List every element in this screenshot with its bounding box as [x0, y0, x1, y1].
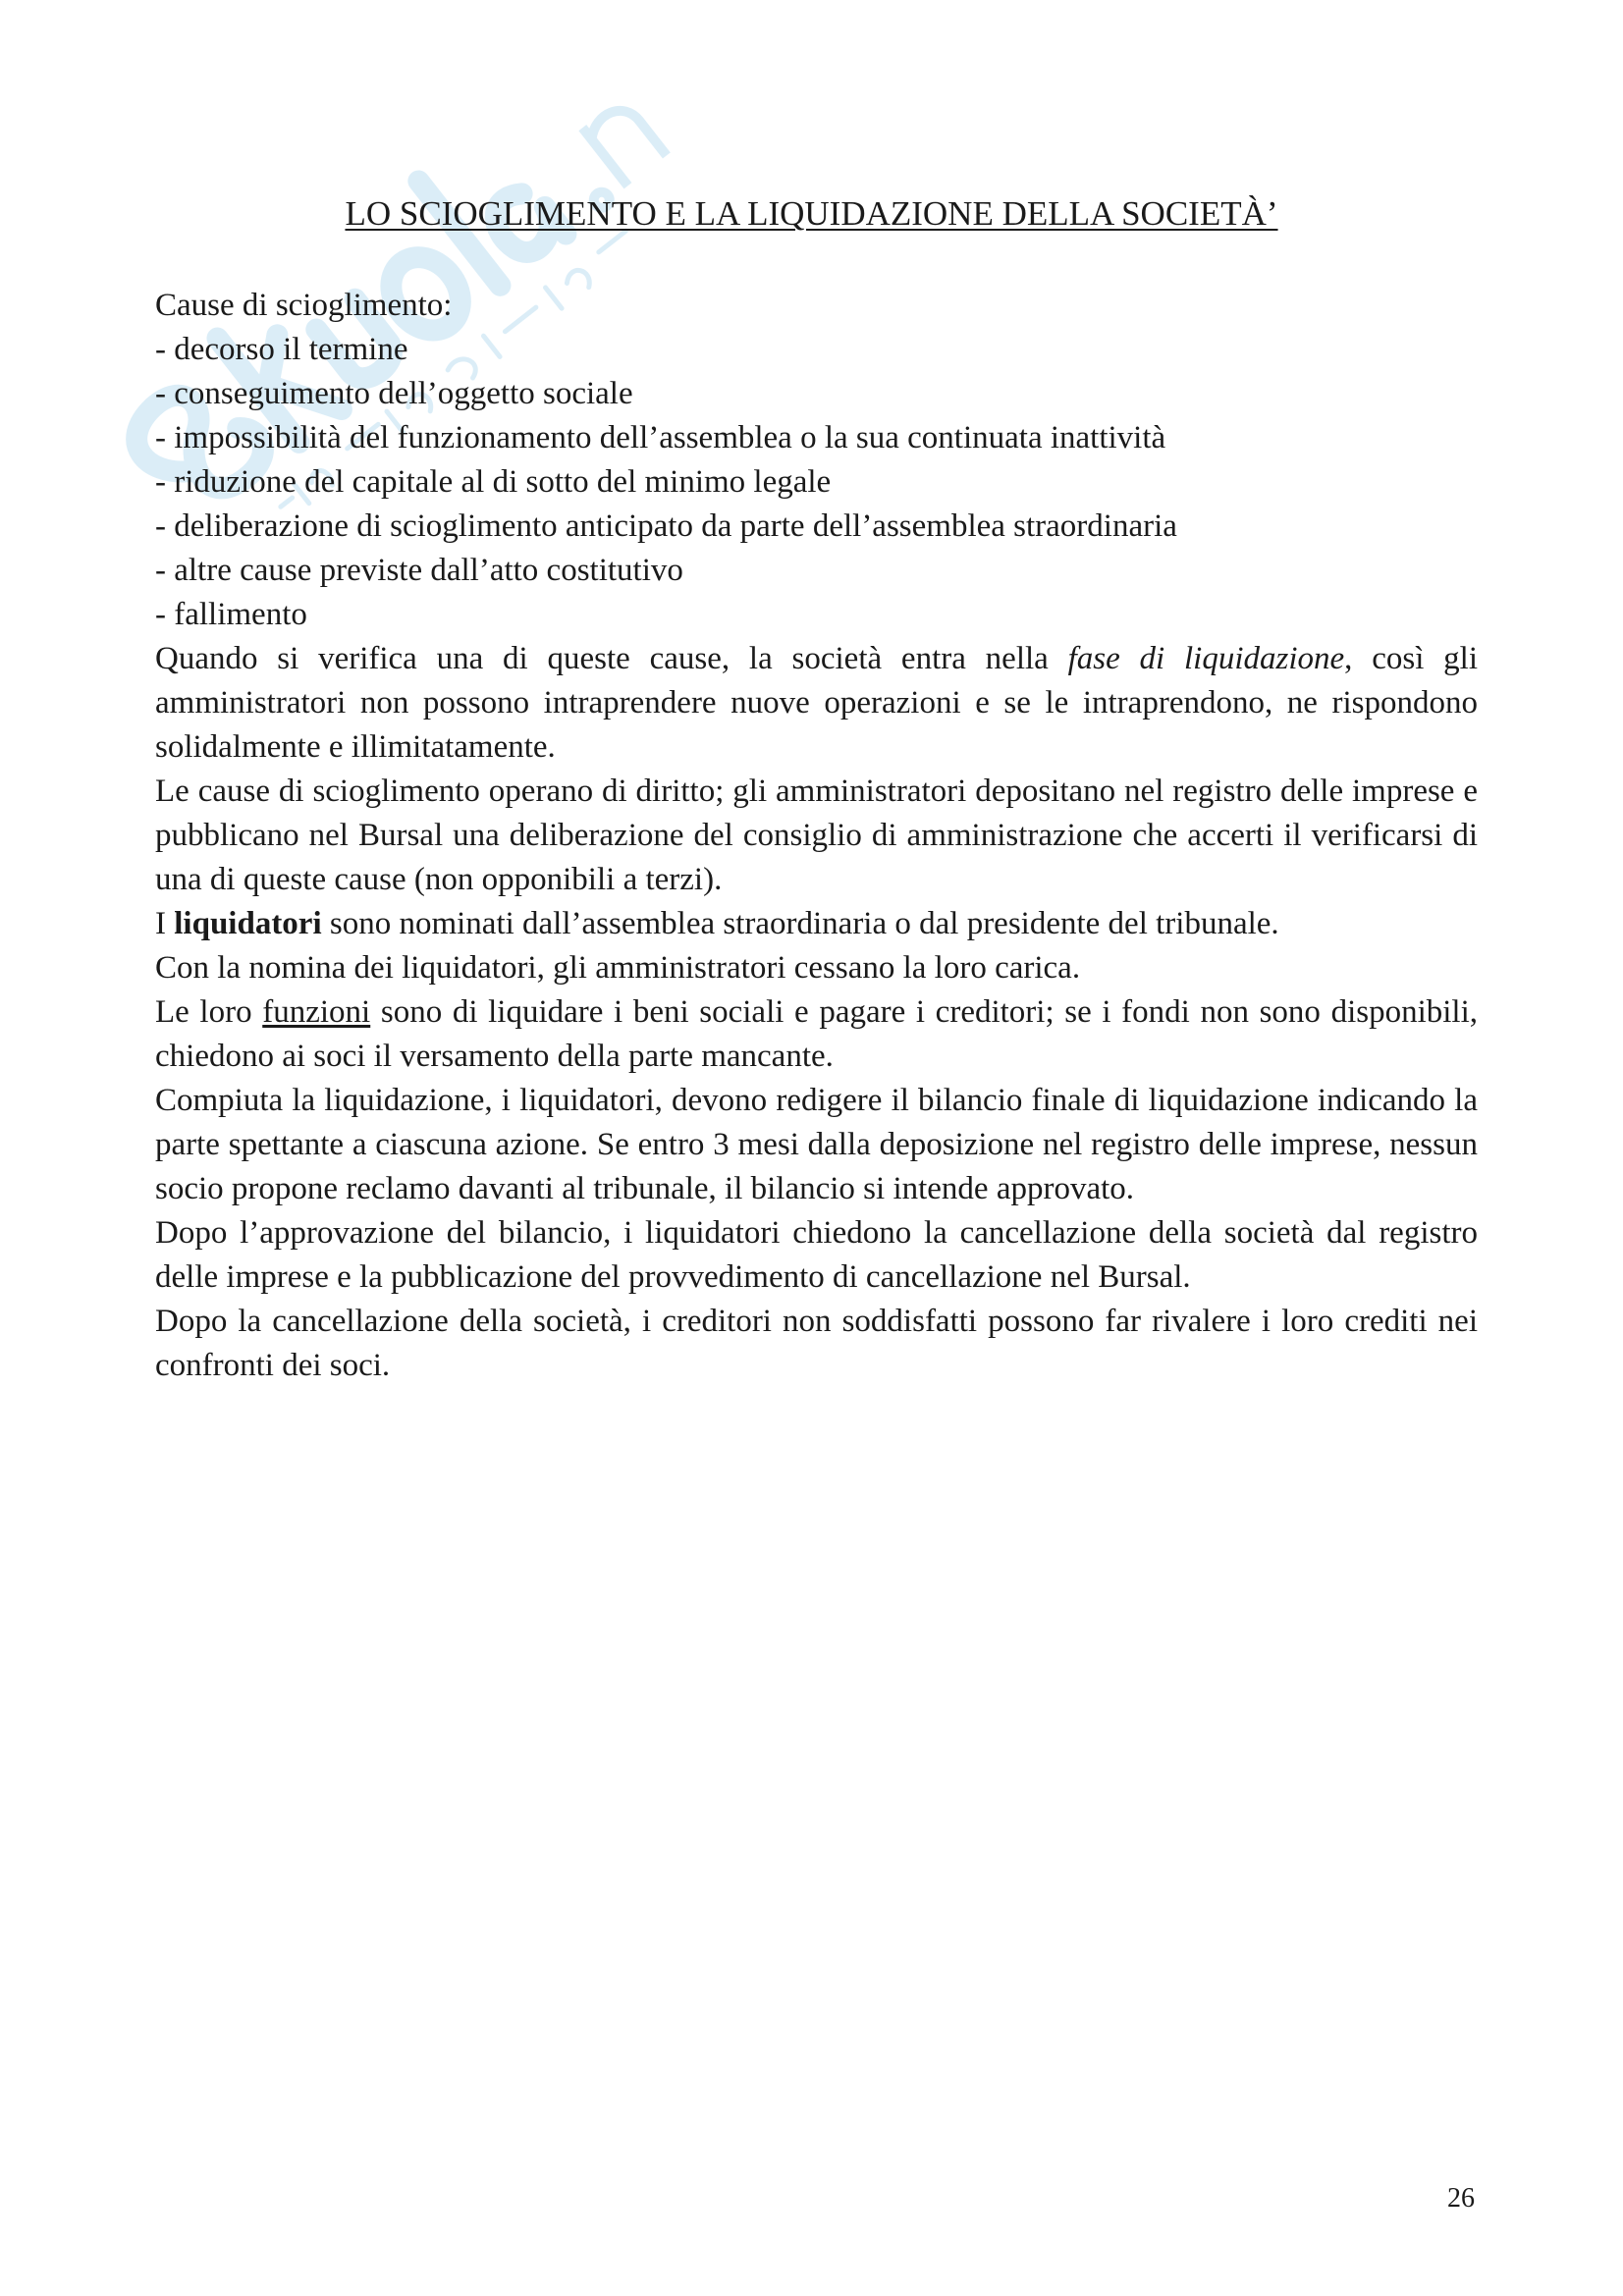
text-run: sono di liquidare i beni sociali e pagare i creditori; se i fondi non sono disponibili, chiedono ai soci il versamento della parte mancante. [155, 994, 1478, 1074]
paragraph-liquidation-phase [155, 637, 1478, 770]
paragraph-functions [155, 990, 1478, 1079]
paragraph-creditors: Dopo la cancellazione della società, i creditori non soddisfatti possono far rivalere i loro crediti nei confronti dei soci. [155, 1304, 1478, 1383]
paragraph-final-balance: Compiuta la liquidazione, i liquidatori, devono redigere il bilancio finale di liquidazione indicando la parte spettante a ciascuna azione. Se entro 3 mesi dalla deposizione nel registro delle imprese, nessun socio propone reclamo davanti al tribunale, il bilancio si intende approvato. [155, 1083, 1478, 1206]
paragraph-cancellation: Dopo l’approvazione del bilancio, i liquidatori chiedono la cancellazione della società dal registro delle imprese e la pubblicazione del provvedimento di cancellazione nel Bursal. [155, 1215, 1478, 1295]
bold-term: liquidatori [174, 906, 322, 941]
cause-item: - fallimento [155, 597, 307, 632]
text-run: , così gli amministratori non possono intraprendere nuove operazioni e se le intraprendono, ne rispondono solidalmente e illimitatamente. [155, 641, 1478, 765]
cause-item: - decorso il termine [155, 332, 408, 367]
page-number: 26 [1447, 2183, 1475, 2214]
underlined-term: funzioni [262, 994, 371, 1030]
paragraph-appointment: Con la nomina dei liquidatori, gli amministratori cessano la loro carica. [155, 950, 1081, 986]
cause-item: - deliberazione di scioglimento anticipato da parte dell’assemblea straordinaria [155, 508, 1177, 544]
text-run: Le loro [155, 994, 263, 1030]
document-body [155, 284, 1478, 1388]
text-run: sono nominati dall’assemblea straordinaria o dal presidente del tribunale. [321, 906, 1279, 941]
text-run: I [155, 906, 175, 941]
cause-item: - conseguimento dell’oggetto sociale [155, 376, 633, 411]
paragraph-liquidators [155, 902, 1478, 946]
cause-item: - altre cause previste dall’atto costitutivo [155, 553, 683, 588]
cause-item: - impossibilità del funzionamento dell’assemblea o la sua continuata inattività [155, 420, 1166, 455]
causes-heading: Cause di scioglimento: [155, 288, 453, 323]
text-run: Quando si verifica una di queste cause, la società entra nella [155, 641, 1068, 676]
paragraph-dissolution-causes: Le cause di scioglimento operano di diritto; gli amministratori depositano nel registro delle imprese e pubblicano nel Bursal una deliberazione del consiglio di amministrazione che accerti il verificarsi di una di queste cause (non opponibili a terzi). [155, 774, 1478, 897]
emphasis-term: fase di liquidazione [1067, 641, 1345, 676]
page-title: LO SCIOGLIMENTO E LA LIQUIDAZIONE DELLA SOCIETÀ’ [345, 194, 1278, 233]
cause-item: - riduzione del capitale al di sotto del minimo legale [155, 464, 832, 500]
